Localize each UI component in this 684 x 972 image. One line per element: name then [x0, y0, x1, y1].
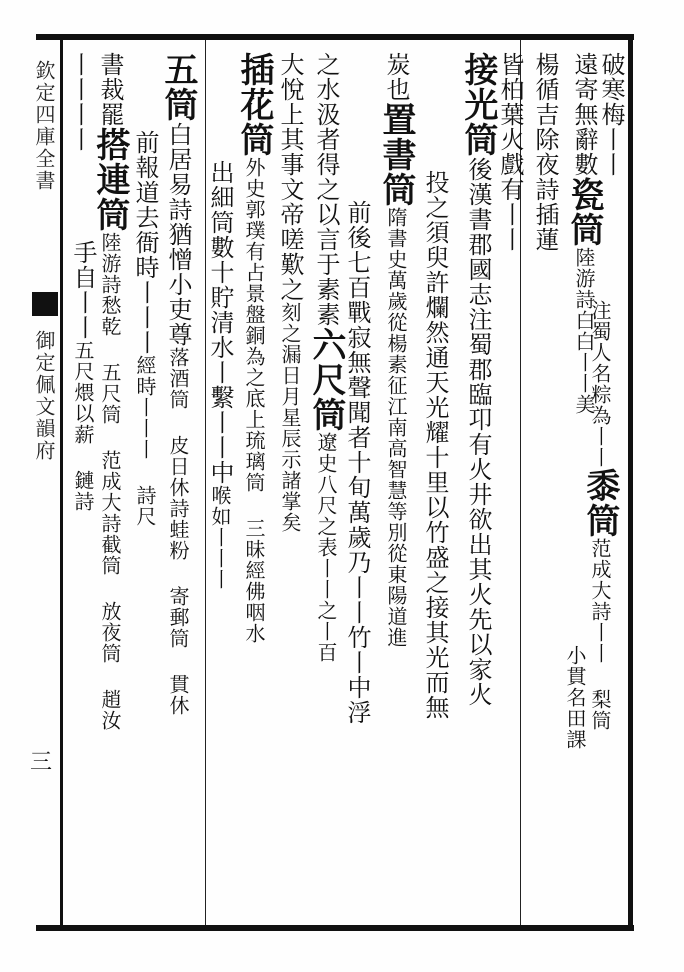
book-section-margin: 御定佩文韻府 [32, 330, 56, 462]
right-border-rule [628, 34, 633, 931]
entry-heading: 黍筒 [580, 468, 620, 538]
entry-heading: 置書筒 [376, 102, 416, 207]
fish-tail-mark [32, 292, 58, 316]
text-column-10: 之水汲者得之以言于素素六尺筒遼史八尺之表丨丨之丨百 [306, 52, 346, 663]
text-column-12: 插花筒外史郭璞有占景盤銅為之底上琉璃筒 三昧經佛咽水 [234, 52, 274, 644]
entry-heading: 插花筒 [234, 52, 274, 157]
gutter-rule [60, 34, 63, 931]
page-number: 三 [30, 750, 53, 775]
text-column-13: 出細筒數十貯清水丨繫丨丨中喉如丨丨丨 [206, 160, 234, 590]
text-column-17: 手自丨丨五尺煨以薪 鏈詩 [69, 240, 97, 512]
entry-heading: 搭連筒 [90, 127, 130, 232]
text-column-1: 破寒梅丨丨 [597, 52, 625, 177]
entry-heading: 接光筒 [458, 52, 498, 157]
text-column-15: 前報道去衙時丨丨丨經時丨丨丨 詩尺 [131, 130, 159, 527]
text-column-7: 投之須臾許爛然通天光耀十里以竹盛之接其光而無 [421, 170, 449, 720]
text-column-3: 注蜀人名粽為丨丨黍筒范成大詩丨丨 梨筒 [580, 300, 620, 731]
top-border-rule [36, 34, 634, 40]
text-column-9: 前後七百戰寂無聲聞者十旬萬歲乃丨丨竹丨中浮 [343, 200, 371, 725]
entry-heading: 瓷筒 [564, 177, 604, 247]
text-column-2: 遠寄無辭數瓷筒陸游詩白白丨丨美 [564, 52, 604, 415]
text-column-8: 炭也置書筒隋書史萬歲從楊素征江南高智慧等別從東陽道進 [376, 52, 416, 648]
text-column-18: 丨丨丨丨 [65, 52, 93, 152]
book-title-margin: 欽定四庫全書 [32, 60, 56, 192]
text-column-11: 大悅上其事文帝嗟歎之刻之漏日月星辰示諸掌矣 [276, 52, 304, 533]
text-column-6: 接光筒後漢書郡國志注蜀郡臨卭有火井欲出其火先以家火 [458, 52, 498, 707]
text-column-16: 書裁罷搭連筒陸游詩愁乾 五尺筒 范成大詩截筒 放夜筒 趙汝 [90, 52, 130, 731]
text-column-4: 楊循吉除夜詩插蓮 [531, 52, 559, 252]
bottom-border-rule [36, 925, 634, 931]
entry-heading: 五筒 [158, 52, 198, 122]
text-column-14: 五筒白居易詩猶憎小吏尊落酒筒 皮日休詩蛙粉 寄郵筒 貫休 [158, 52, 198, 716]
text-column-5: 皆柏葉火戲有丨丨 [496, 52, 524, 252]
entry-heading: 六尺筒 [306, 327, 346, 432]
text-column-4b: 小貫名田課 [563, 645, 587, 750]
